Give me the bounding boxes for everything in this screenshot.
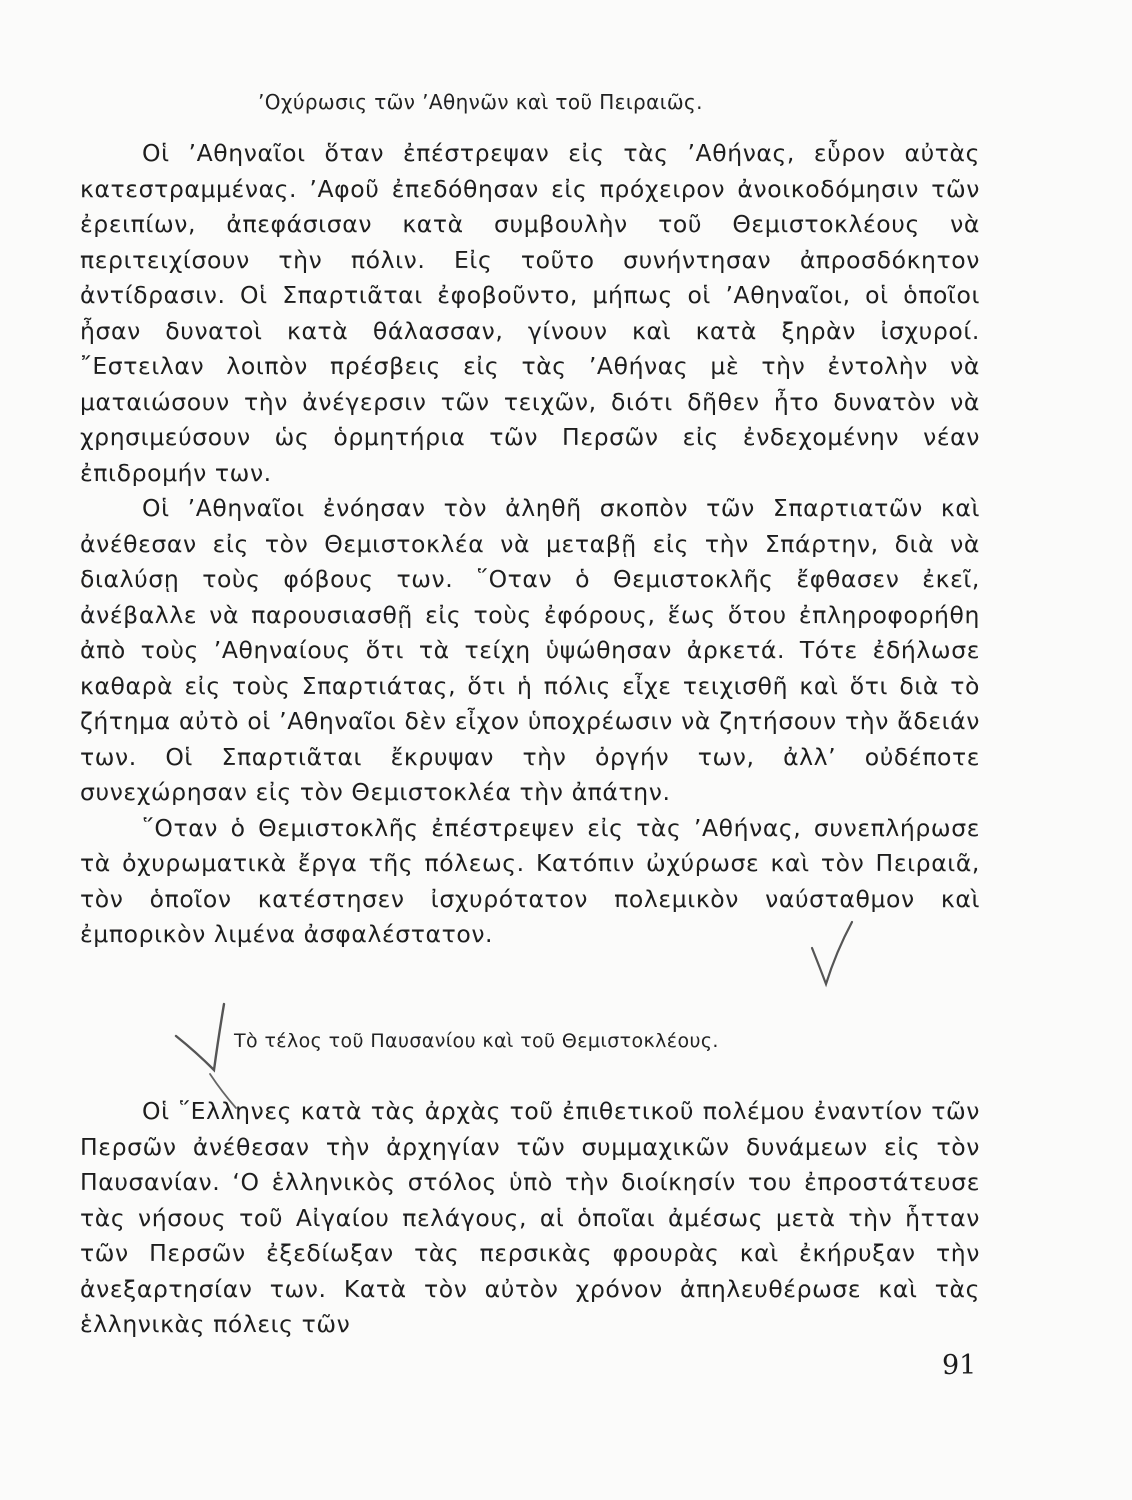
section-heading-pausanias-themistocles: Τὸ τέλος τοῦ Παυσανίου καὶ τοῦ Θεμιστοκλέους. bbox=[234, 1030, 719, 1052]
section-body-pausanias bbox=[80, 1094, 980, 1343]
paragraph: Οἱ ’Αθηναῖοι ὅταν ἐπέστρεψαν εἰς τὰς ’Αθήνας, εὗρον αὐτὰς κατεστραμμένας. ’Αφοῦ ἐπεδόθησαν εἰς πρόχειρον ἀνοικοδόμησιν τῶν ἐρειπίων, ἀπεφάσισαν κατὰ συμβουλὴν τοῦ Θεμιστοκλέους νὰ περιτειχίσουν τὴν πόλιν. Εἰς τοῦτο συνήντησαν ἀπροσδόκητον ἀντίδρασιν. Οἱ Σπαρτιᾶται ἐφοβοῦντο, μήπως οἱ ’Αθηναῖοι, οἱ ὁποῖοι ἦσαν δυνατοὶ κατὰ θάλασσαν, γίνουν καὶ κατὰ ξηρὰν ἰσχυροί. ῎Εστειλαν λοιπὸν πρέσβεις εἰς τὰς ’Αθήνας μὲ τὴν ἐντολὴν νὰ ματαιώσουν τὴν ἀνέγερσιν τῶν τειχῶν, διότι δῆθεν ἦτο δυνατὸν νὰ χρησιμεύσουν ὡς ὁρμητήρια τῶν Περσῶν εἰς ἐνδεχομένην νέαν ἐπιδρομήν των. bbox=[80, 139, 980, 487]
pencil-checkmark-icon bbox=[176, 1004, 224, 1070]
paragraph: Οἱ ’Αθηναῖοι ἐνόησαν τὸν ἀληθῆ σκοπὸν τῶν Σπαρτιατῶν καὶ ἀνέθεσαν εἰς τὸν Θεμιστοκλέα νὰ μεταβῇ εἰς τὴν Σπάρτην, διὰ νὰ διαλύσῃ τοὺς φόβους των. ῞Οταν ὁ Θεμιστοκλῆς ἔφθασεν ἐκεῖ, ἀνέβαλλε νὰ παρουσιασθῇ εἰς τοὺς ἐφόρους, ἕως ὅτου ἐπληροφορήθη ἀπὸ τοὺς ’Αθηναίους ὅτι τὰ τείχη ὑψώθησαν ἀρκετά. Τότε ἐδήλωσε καθαρὰ εἰς τοὺς Σπαρτιάτας, ὅτι ἡ πόλις εἶχε τειχισθῆ καὶ ὅτι διὰ τὸ ζήτημα αὐτὸ οἱ ’Αθηναῖοι δὲν εἶχον ὑποχρέωσιν νὰ ζητήσουν τὴν ἄδειάν των. Οἱ Σπαρτιᾶται ἔκρυψαν τὴν ὀργήν των, ἀλλ’ οὐδέποτε συνεχώρησαν εἰς τὸν Θεμιστοκλέα τὴν ἀπάτην. bbox=[80, 494, 980, 806]
section-body-fortification bbox=[80, 136, 980, 953]
section-heading-fortification: ’Οχύρωσις τῶν ’Αθηνῶν καὶ τοῦ Πειραιῶς. bbox=[258, 90, 703, 114]
paragraph: ῞Οταν ὁ Θεμιστοκλῆς ἐπέστρεψεν εἰς τὰς ’Αθήνας, συνεπλήρωσε τὰ ὀχυρωματικὰ ἔργα τῆς πόλεως. Κατόπιν ὠχύρωσε καὶ τὸν Πειραιᾶ, τὸν ὁποῖον κατέστησεν ἰσχυρότατον πολεμικὸν ναύσταθμον καὶ ἐμπορικὸν λιμένα ἀσφαλέστατον. bbox=[80, 813, 980, 948]
paragraph: Οἱ ῞Ελληνες κατὰ τὰς ἀρχὰς τοῦ ἐπιθετικοῦ πολέμου ἐναντίον τῶν Περσῶν ἀνέθεσαν τὴν ἀρχηγίαν τῶν συμμαχικῶν δυνάμεων εἰς τὸν Παυσανίαν. ‘Ο ἑλληνικὸς στόλος ὑπὸ τὴν διοίκησίν του ἐπροστάτευσε τὰς νήσους τοῦ Αἰγαίου πελάγους, αἱ ὁποῖαι ἀμέσως μετὰ τὴν ἧτταν τῶν Περσῶν ἐξεδίωξαν τὰς περσικὰς φρουρὰς καὶ ἐκήρυξαν τὴν ἀνεξαρτησίαν των. Κατὰ τὸν αὐτὸν χρόνον ἀπηλευθέρωσε καὶ τὰς ἑλληνικὰς πόλεις τῶν bbox=[80, 1097, 980, 1338]
page-number: 91 bbox=[942, 1350, 977, 1381]
